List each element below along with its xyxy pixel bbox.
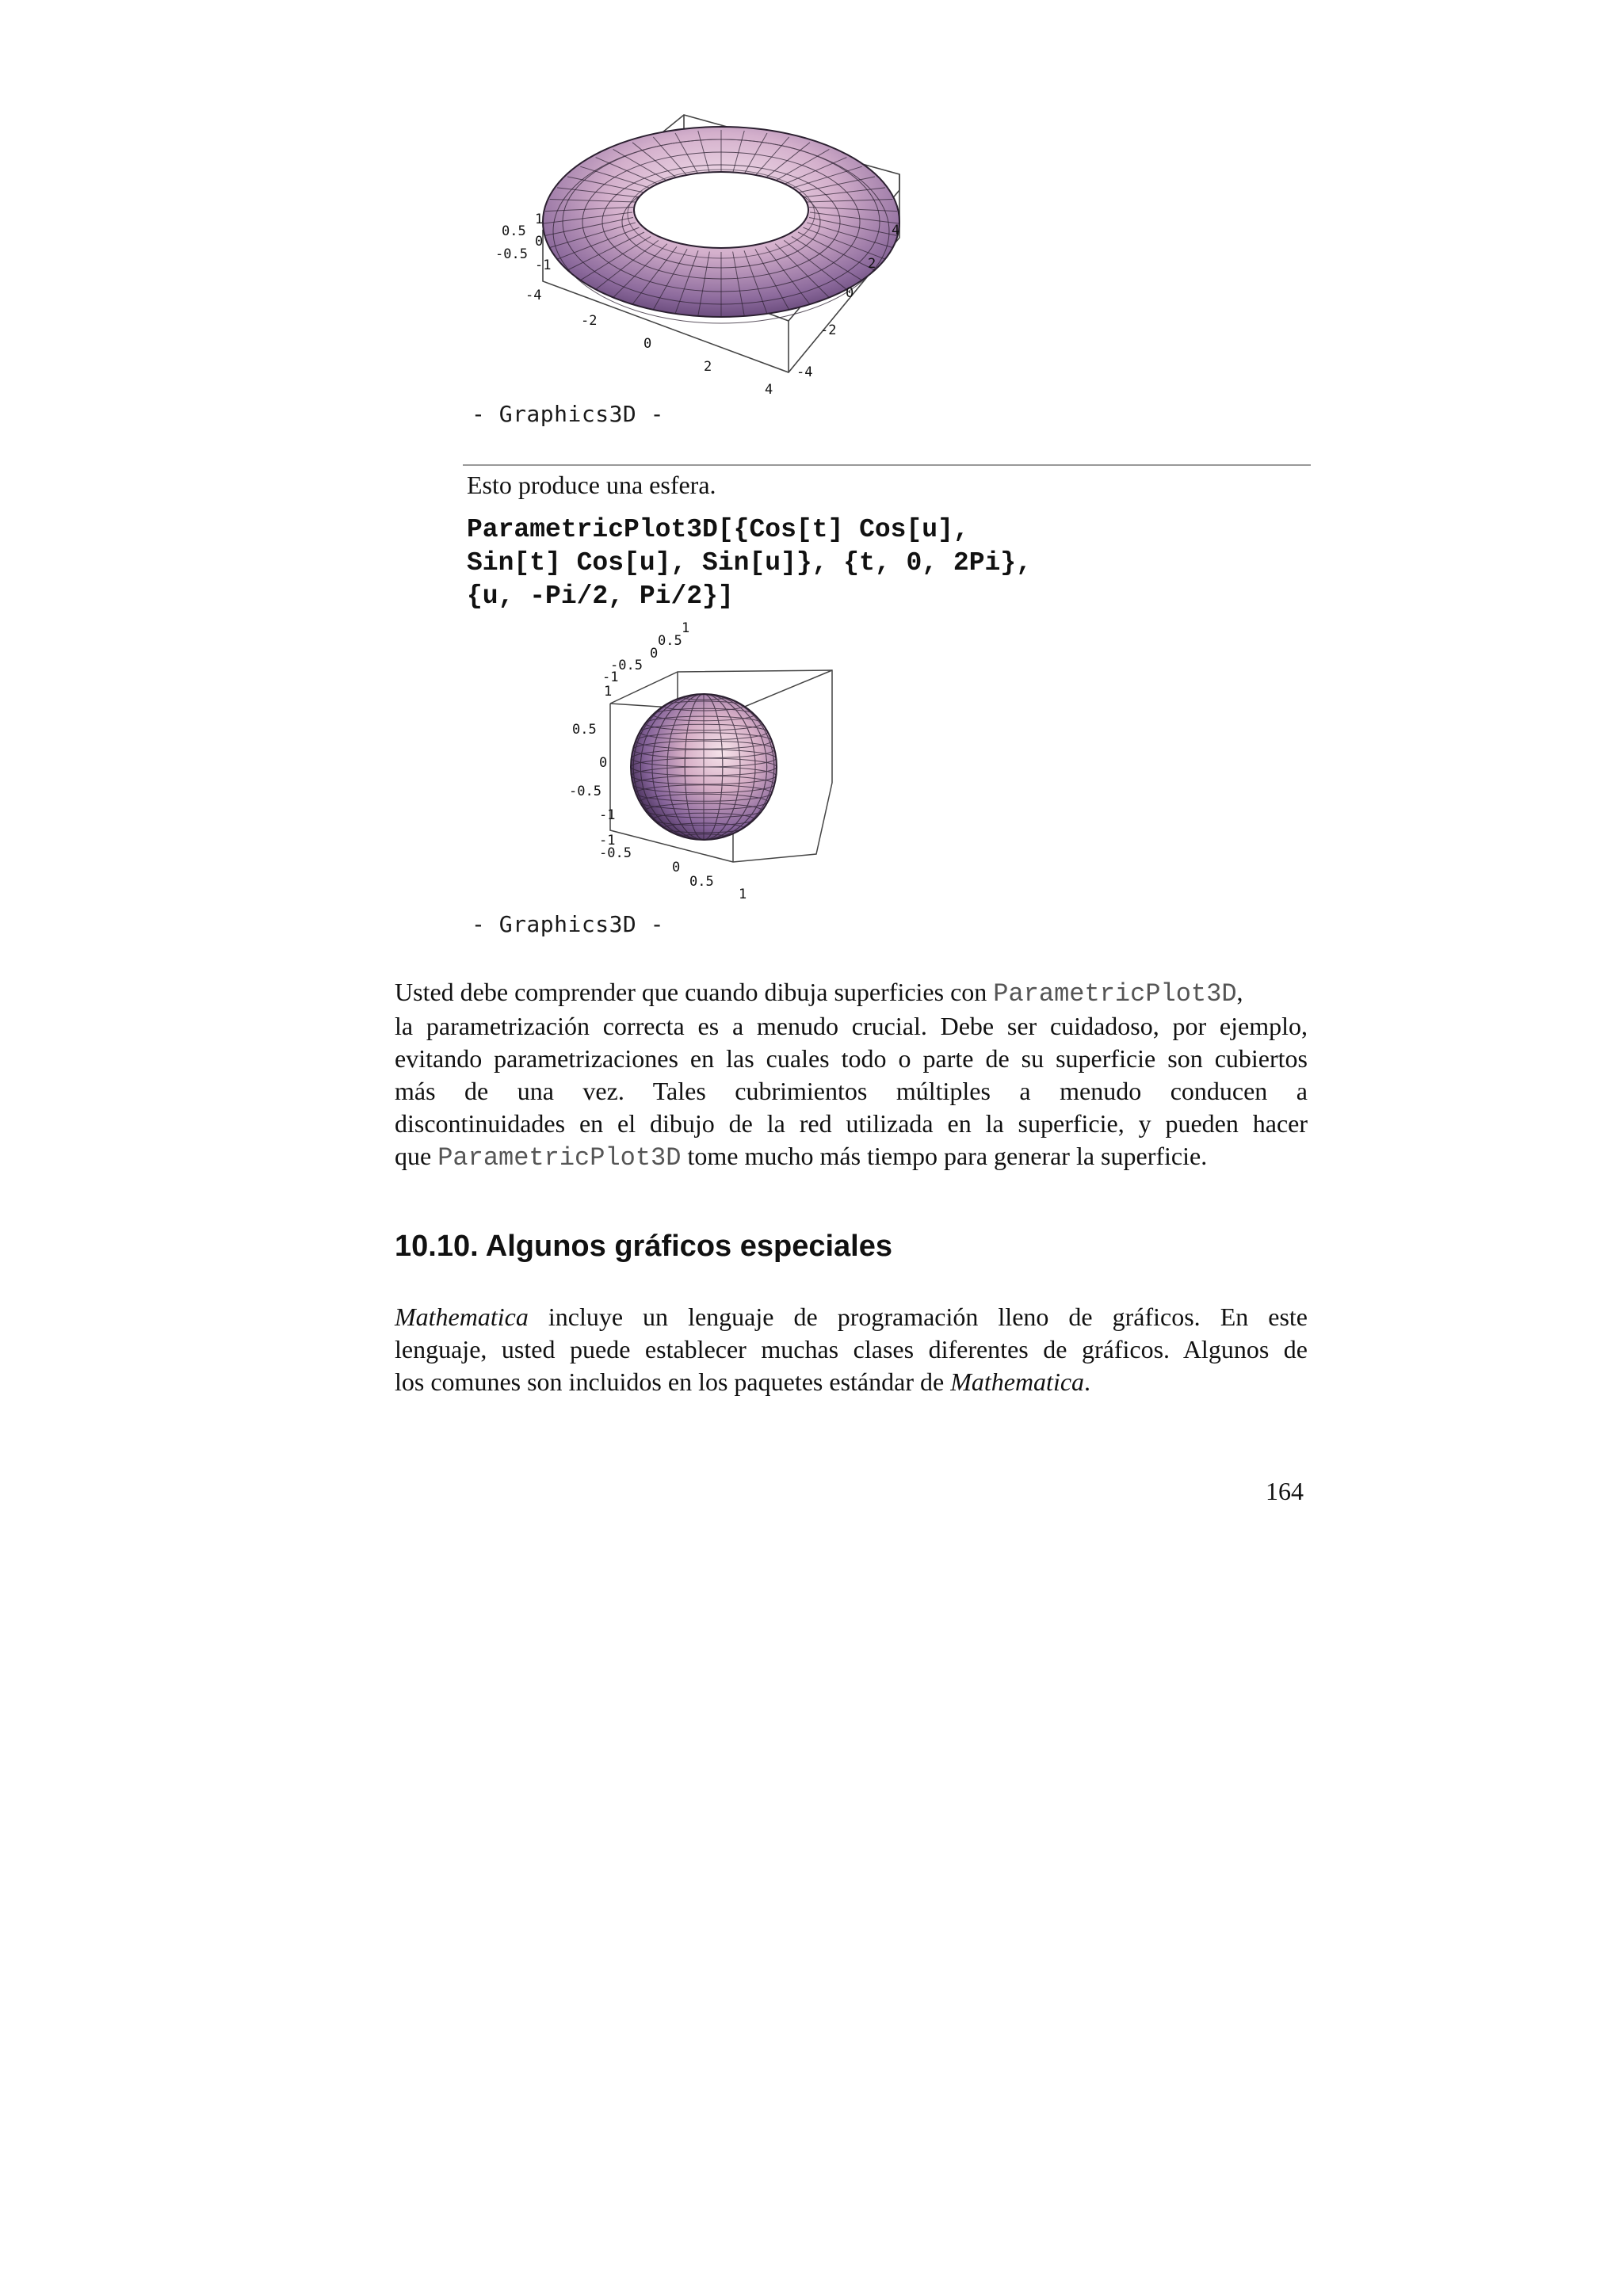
section-intro-paragraph [395,1301,1308,1398]
tick-label: 0.5 [572,722,597,738]
inline-code: ParametricPlot3D [993,979,1237,1009]
code-line: ParametricPlot3D[{Cos[t] Cos[u], [467,515,969,544]
tick-label: 0 [846,285,854,301]
tick-label: 0 [650,646,659,662]
tick-label: -2 [820,322,837,338]
tick-label: 0 [535,234,544,250]
tick-label: 2 [704,359,712,375]
intro-sentence: Esto produce una esfera. [467,471,716,499]
tick-label: 0.5 [502,223,526,239]
paragraph-line: más de una vez. Tales cubrimientos múltiples a menudo conducen a [395,1077,1308,1105]
tick-label: 0.5 [658,633,682,649]
paragraph-line: Usted debe comprender que cuando dibuja superficies con ParametricPlot3D, [395,978,1243,1009]
tick-label: 2 [868,256,876,272]
inline-code: ParametricPlot3D [437,1143,682,1173]
paragraph-line: lenguaje, usted puede establecer muchas clases diferentes de gráficos. Algunos de [395,1335,1308,1363]
section-heading: 10.10. Algunos gráficos especiales [395,1230,892,1263]
paragraph-line: que ParametricPlot3D tome mucho más tiempo para generar la superficie. [395,1142,1208,1173]
torus-plot-svg [479,103,923,412]
tick-label: -1 [535,257,552,273]
cell-divider-line [463,464,1311,466]
tick-label: -1 [602,669,619,685]
tick-label: -0.5 [610,658,643,673]
torus-plot-figure [479,103,923,412]
tick-label: 1 [682,620,690,636]
tick-label: -1 [599,807,616,823]
mathematica-input-code [467,513,1032,613]
tick-label: -2 [581,313,598,329]
graphics3d-output-caption: - Graphics3D - [472,401,665,427]
code-line: Sin[t] Cos[u], Sin[u]}, {t, 0, 2Pi}, [467,548,1032,578]
tick-label: -4 [525,288,542,303]
tick-label: 0 [643,336,652,352]
tick-label: 1 [535,212,544,227]
tick-label: -0.5 [599,845,632,861]
paragraph-line: Mathematica incluye un lenguaje de programación lleno de gráficos. En este [395,1302,1308,1331]
tick-label: 0 [672,860,681,875]
sphere-surface [631,694,777,840]
code-line: {u, -Pi/2, Pi/2}] [467,582,734,611]
tick-label: -0.5 [569,784,601,799]
tick-label: -0.5 [495,246,528,262]
tick-label: 4 [892,223,900,238]
sphere-plot-figure [555,616,848,911]
paragraph-line: los comunes son incluidos en los paquetes estándar de Mathematica. [395,1367,1091,1396]
tick-label: -4 [796,364,813,380]
paragraph-line: la parametrización correcta es a menudo crucial. Debe ser cuidadoso, por ejemplo, [395,1012,1308,1040]
explanation-paragraph [395,976,1308,1174]
tick-label: 0.5 [689,874,714,890]
sphere-plot-svg [555,616,848,911]
tick-label: 4 [765,382,773,398]
paragraph-line: evitando parametrizaciones en las cuales todo o parte de su superficie son cubiertos [395,1044,1308,1073]
paragraph-line: discontinuidades en el dibujo de la red utilizada en la superficie, y pueden hacer [395,1109,1308,1138]
tick-label: -1 [599,833,616,849]
tick-label: 0 [599,755,608,771]
tick-label: 1 [739,887,747,902]
tick-label: 1 [604,684,613,700]
graphics3d-output-caption: - Graphics3D - [472,911,665,937]
page-number: 164 [1266,1477,1304,1505]
